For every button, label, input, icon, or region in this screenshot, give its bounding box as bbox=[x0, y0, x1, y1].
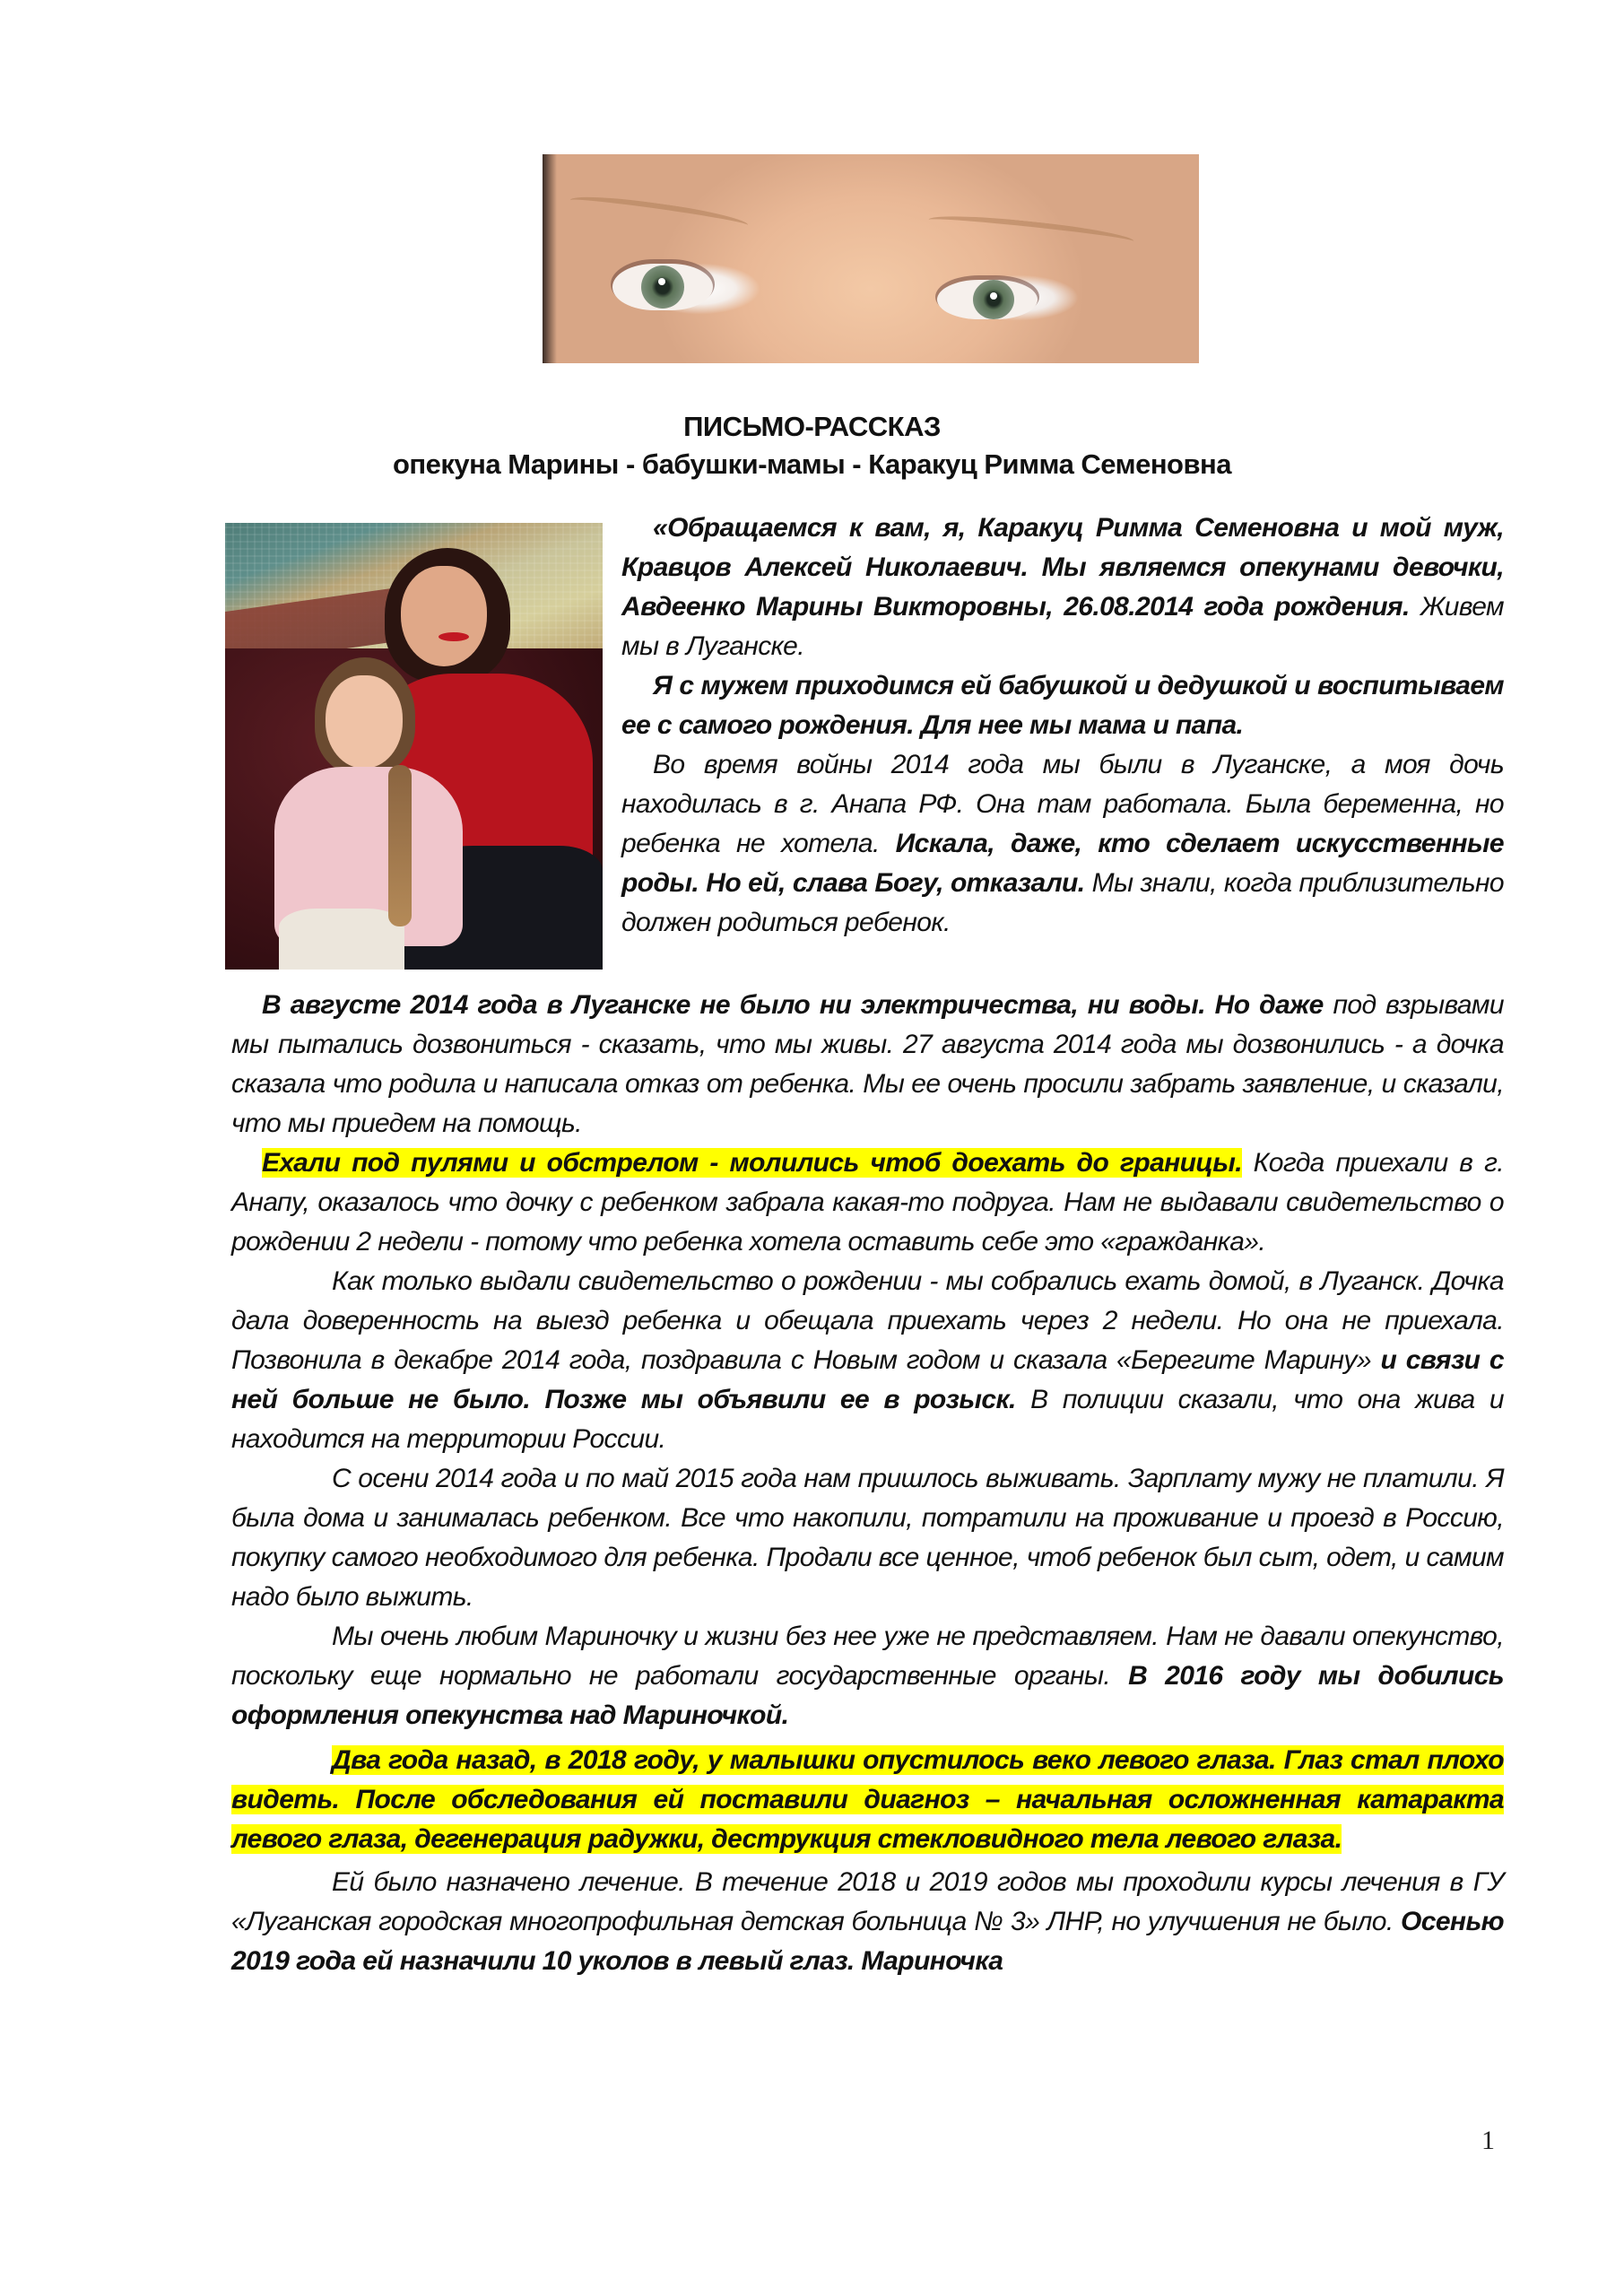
certificate-normal-2: В полиции сказали, что она жива и находится на территории России. bbox=[231, 1385, 1504, 1454]
paragraph-diagnosis bbox=[231, 1741, 1504, 1859]
august-normal: под взрывами мы пытались дозвониться - сказать, что мы живы. 27 августа 2014 года мы дозвонились - а дочка сказала что родила и написала отказ от ребенка. Мы ее очень просили забрать заявление, и сказали, что мы приедем на помощь. bbox=[231, 990, 1504, 1138]
page-number: 1 bbox=[1481, 2126, 1495, 2155]
intro-bold: «Обращаемся к вам, я, Каракуц Римма Семеновна и мой муж, Кравцов Алексей Николаевич. Мы являемся опекунами девочки, Авдеенко Марины Викторовны, 26.08.2014 года рождения. bbox=[621, 513, 1504, 622]
paragraph-guardianship bbox=[231, 1617, 1504, 1735]
woman-face bbox=[401, 566, 487, 666]
child-eyes-photo bbox=[543, 154, 1199, 363]
diagnosis-highlighted: Два года назад, в 2018 году, у малышки опустилось веко левого глаза. Глаз стал плохо видеть. После обследования ей поставили диагноз – начальная осложненная катаракта левого глаза, дегенерация радужки, деструкция стекловидного тела левого глаза. bbox=[231, 1745, 1504, 1854]
war-normal-2: Мы знали, когда приблизительно должен родиться ребенок. bbox=[621, 868, 1505, 937]
war-bold: Искала, даже, кто сделает искусственные роды. Но ей, слава Богу, отказали. bbox=[621, 829, 1504, 898]
intro-text-column bbox=[621, 509, 1504, 943]
august-bold: В августе 2014 года в Луганске не было ни электричества, ни воды. Но даже bbox=[262, 990, 1324, 1020]
eye-glint bbox=[990, 292, 997, 300]
treatment-normal: Ей было назначено лечение. В течение 2018 и 2019 годов мы проходили курсы лечения в ГУ «Луганская городская многопрофильная детская больница № 3» ЛНР, но улучшения не было. bbox=[231, 1867, 1504, 1936]
left-iris bbox=[641, 265, 684, 309]
border-highlighted: Ехали под пулями и обстрелом - молились чтоб доехать до границы. bbox=[262, 1148, 1242, 1178]
paragraph-grandparents bbox=[621, 666, 1504, 745]
girl-face bbox=[326, 675, 403, 769]
border-normal: Когда приехали в г. Анапу, оказалось что дочку с ребенком забрала какая-то подруга. Нам не выдавали свидетельство о рождении 2 недели - потому что ребенка хотела оставить себе это «гражданка». bbox=[231, 1148, 1504, 1257]
main-text-column bbox=[231, 986, 1504, 1981]
photo-edge-shadow bbox=[543, 154, 557, 363]
right-iris bbox=[973, 280, 1014, 319]
guardianship-bold: В 2016 году мы добились оформления опекунства над Мариночкой. bbox=[231, 1661, 1505, 1730]
paragraph-border bbox=[231, 1144, 1504, 1262]
left-eye bbox=[612, 264, 713, 310]
document-title: ПИСЬМО-РАССКАЗ bbox=[683, 411, 941, 442]
document-subtitle: опекуна Марины - бабушки-мамы - Каракуц Римма Семеновна bbox=[393, 448, 1231, 480]
certificate-bold: и связи с ней больше не было. Позже мы объявили ее в розыск. bbox=[231, 1345, 1504, 1414]
paragraph-intro bbox=[621, 509, 1504, 666]
girl-skirt bbox=[279, 909, 404, 970]
eye-glint bbox=[658, 278, 665, 285]
paragraph-august bbox=[231, 986, 1504, 1144]
family-photo bbox=[225, 523, 603, 970]
certificate-normal: Как только выдали свидетельство о рождении - мы собрались ехать домой, в Луганск. Дочка дала доверенность на выезд ребенка и обещала приехать через 2 недели. Но она не приехала. Позвонила в декабре 2014 года, поздравила с Новым годом и сказала «Берегите Марину» bbox=[231, 1266, 1504, 1375]
woman-lips bbox=[439, 632, 469, 641]
intro-normal: Живем мы в Луганске. bbox=[621, 592, 1504, 661]
paragraph-war bbox=[621, 745, 1504, 943]
paragraph-certificate bbox=[231, 1262, 1504, 1459]
guardianship-normal: Мы очень любим Мариночку и жизни без нее уже не представляем. Нам не давали опекунство, поскольку еще нормально не работали государственные органы. bbox=[231, 1622, 1504, 1691]
paragraph-treatment bbox=[231, 1863, 1504, 1981]
right-eyebrow bbox=[928, 211, 1135, 250]
paragraph-survival bbox=[231, 1459, 1504, 1617]
war-normal: Во время войны 2014 года мы были в Луганске, а моя дочь находилась в г. Анапа РФ. Она там работала. Была беременна, но ребенка не хотела. bbox=[621, 750, 1504, 858]
left-eyebrow bbox=[569, 191, 750, 234]
grandparents-bold: Я с мужем приходимся ей бабушкой и дедушкой и воспитываем ее с самого рождения. Для нее мы мама и папа. bbox=[621, 671, 1504, 740]
treatment-bold: Осенью 2019 года ей назначили 10 уколов в левый глаз. Мариночка bbox=[231, 1907, 1504, 1976]
survival-normal: С осени 2014 года и по май 2015 года нам пришлось выживать. Зарплату мужу не платили. Я была дома и занималась ребенком. Все что накопили, потратили на проживание и проезд в Россию, покупку самого необходимого для ребенка. Продали все ценное, чтоб ребенок был сыт, одет, и самим надо было выжить. bbox=[231, 1464, 1504, 1612]
right-eye bbox=[937, 280, 1038, 319]
girl-braid bbox=[388, 765, 412, 926]
